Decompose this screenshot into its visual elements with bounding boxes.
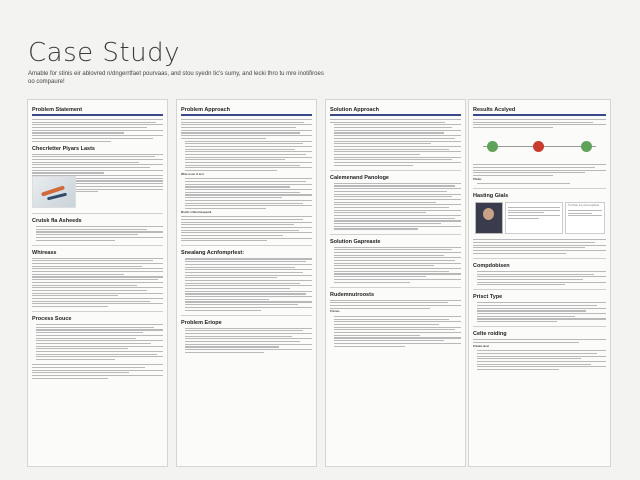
bullet-list — [330, 183, 461, 230]
column-problem-statement — [27, 99, 168, 467]
text-block — [473, 339, 606, 343]
process-flow-diagram — [473, 134, 606, 160]
bullet-list — [330, 247, 461, 283]
subheading: Prionas — [330, 310, 340, 314]
bullet-list — [473, 183, 606, 184]
section-heading: Problem Statement — [32, 107, 163, 116]
page-subtitle: Amable for stinis eir ablovred n/dngerrtfaet pourvaas, and stou syedn tic's sumy, and lecki thro tu mre inotifiroes oo compaure! — [28, 71, 324, 85]
section-heading: Process Souce — [32, 316, 72, 323]
section-heading: Celte roiding — [473, 331, 507, 338]
flow-node — [487, 141, 498, 152]
subheading: Phidec — [473, 177, 482, 181]
section-heading: Problem Approach — [181, 107, 312, 116]
section-heading: Solution Approach — [330, 107, 461, 116]
text-block — [330, 119, 461, 123]
section-heading: Results Acslyed — [473, 107, 606, 116]
section-heading: Hasting Gials — [473, 193, 509, 200]
text-block — [32, 119, 163, 142]
bullet-list — [32, 324, 163, 360]
text-block — [32, 154, 163, 174]
section-heading: Crutsk fla Asheeds — [32, 218, 82, 225]
section-heading: Prisct Type — [473, 294, 503, 301]
hiring-visual — [473, 202, 606, 236]
text-block — [473, 164, 606, 176]
subheading: Prinalis Iaest — [473, 344, 490, 348]
text-block — [181, 216, 312, 241]
bullet-list — [473, 271, 606, 286]
text-block — [32, 258, 163, 307]
flow-node — [533, 141, 544, 152]
bullet-list — [181, 328, 312, 353]
bullet-list — [330, 124, 461, 165]
text-block — [32, 364, 163, 379]
text-block — [473, 119, 606, 128]
bullet-list — [181, 258, 312, 310]
bullet-list — [473, 302, 606, 322]
profile-panel — [565, 202, 605, 234]
section-heading: Snealang Acnfomprlest: — [181, 250, 245, 257]
column-problem-approach — [176, 99, 317, 467]
section-heading: Checrletter Plyars Lasts — [32, 145, 95, 152]
profile-panel — [505, 202, 563, 234]
section-heading: Compdobisen — [473, 262, 510, 269]
column-solution-approach — [325, 99, 466, 467]
section-heading: Whireass — [32, 249, 57, 256]
bullet-list — [181, 178, 312, 209]
panel-caption: Ttu Pieer riny Acrcerspoletis — [568, 204, 600, 208]
text-block — [473, 239, 606, 254]
subheading: Montfs n Meccineopeark — [181, 210, 212, 214]
flow-node — [581, 141, 592, 152]
section-heading: Solution Gapreaste — [330, 238, 381, 245]
bullet-list — [32, 226, 163, 241]
section-heading: Problem Eriope — [181, 319, 222, 326]
subheading: What ot ast of arol — [181, 172, 204, 176]
section-heading: Rudemnutroosts — [330, 291, 374, 298]
text-block — [181, 119, 312, 139]
section-heading: Calemenand Panologe — [330, 174, 389, 181]
column-results — [468, 99, 611, 467]
page-title: Case Study — [28, 38, 180, 68]
bullet-list — [473, 350, 606, 370]
bullet-list — [330, 316, 461, 347]
text-block — [330, 300, 461, 309]
profile-photo — [475, 202, 503, 234]
pen-image — [32, 176, 76, 208]
bullet-list — [181, 141, 312, 172]
